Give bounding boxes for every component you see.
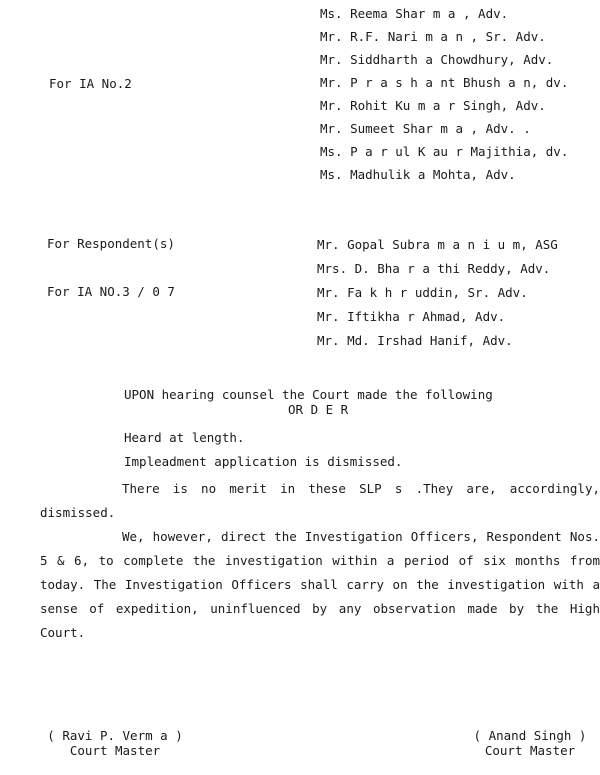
signature-title: Court Master bbox=[484, 743, 576, 758]
signature-name: ( Anand Singh ) bbox=[473, 728, 587, 743]
counsel-line: Mrs. D. Bha r a thi Reddy, Adv. bbox=[317, 261, 551, 276]
order-para-impleadment: Impleadment application is dismissed. bbox=[124, 454, 403, 469]
signature-right bbox=[460, 728, 600, 758]
counsel-line: Mr. P r a s h a nt Bhush a n, dv. bbox=[320, 75, 569, 90]
ia3-label: For IA NO.3 / 0 7 bbox=[47, 284, 175, 299]
respondent-label: For Respondent(s) bbox=[47, 236, 175, 251]
counsel-line: Mr. Iftikha r Ahmad, Adv. bbox=[317, 309, 506, 324]
counsel-line: Ms. Reema Shar m a , Adv. bbox=[320, 6, 509, 21]
signature-title: Court Master bbox=[69, 743, 161, 758]
counsel-line: Mr. Siddharth a Chowdhury, Adv. bbox=[320, 52, 554, 67]
counsel-line: Mr. Rohit Ku m a r Singh, Adv. bbox=[320, 98, 546, 113]
counsel-line: Ms. P a r ul K au r Majithia, dv. bbox=[320, 144, 569, 159]
counsel-line: Mr. Fa k h r uddin, Sr. Adv. bbox=[317, 285, 528, 300]
order-para-heard: Heard at length. bbox=[124, 430, 245, 445]
order-para-direction: We, however, direct the Investigation Officers, Respondent Nos. 5 & 6, to complete the investigation within a period of six months from today. The Investigation Officers shall carry on the investigation with a sense of expedition, uninfluenced by any observation made by the High Court. bbox=[40, 529, 600, 640]
order-heading: OR D E R bbox=[288, 402, 349, 417]
ia2-label: For IA No.2 bbox=[49, 76, 132, 91]
counsel-line: Mr. Md. Irshad Hanif, Adv. bbox=[317, 333, 513, 348]
counsel-line: Mr. Gopal Subra m a n i u m, ASG bbox=[317, 237, 558, 252]
order-para-merit: There is no merit in these SLP s .They are, accordingly, dismissed. bbox=[40, 481, 600, 520]
counsel-line: Mr. Sumeet Shar m a , Adv. . bbox=[320, 121, 531, 136]
hearing-line: UPON hearing counsel the Court made the following bbox=[124, 387, 493, 402]
counsel-line: Ms. Madhulik a Mohta, Adv. bbox=[320, 167, 516, 182]
counsel-line: Mr. R.F. Nari m a n , Sr. Adv. bbox=[320, 29, 546, 44]
signature-left bbox=[30, 728, 200, 758]
signature-name: ( Ravi P. Verm a ) bbox=[47, 728, 183, 743]
